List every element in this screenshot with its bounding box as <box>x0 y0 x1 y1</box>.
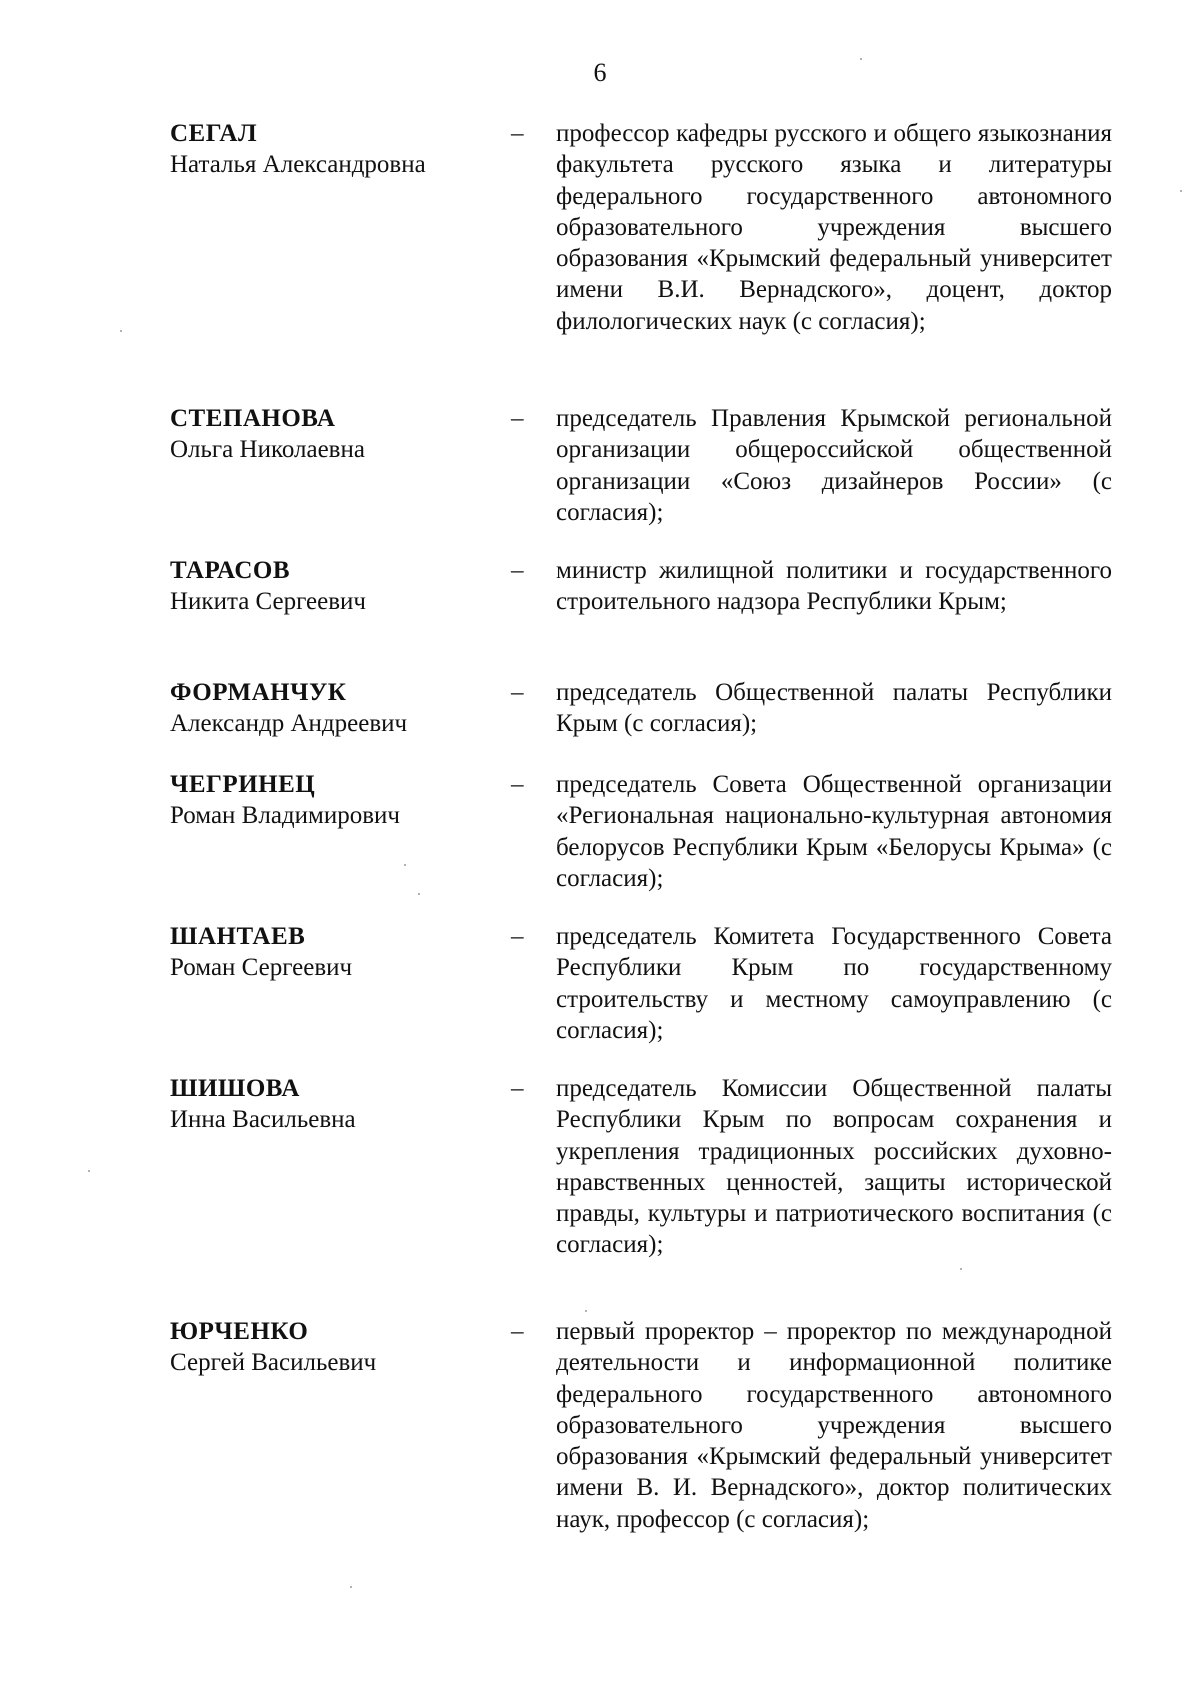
member-given-name: Наталья Александровна <box>170 151 426 178</box>
member-surname: ШИШОВА <box>170 1075 300 1102</box>
member-name-block <box>170 118 500 180</box>
member-given-name: Никита Сергеевич <box>170 588 366 615</box>
member-surname: СЕГАЛ <box>170 120 258 147</box>
entry-dash: – <box>511 771 524 798</box>
member-name-block <box>170 1073 500 1135</box>
member-description: председатель Общественной палаты Республики Крым (с согласия); <box>556 679 1112 738</box>
member-surname: СТЕПАНОВА <box>170 405 336 432</box>
entry-dash: – <box>511 120 524 147</box>
scan-speck <box>88 1170 90 1172</box>
member-surname: ФОРМАНЧУК <box>170 679 347 706</box>
member-given-name: Инна Васильевна <box>170 1106 356 1133</box>
entry-dash: – <box>511 557 524 584</box>
member-name-block <box>170 921 500 983</box>
member-description: министр жилищной политики и государственного строительного надзора Республики Крым; <box>556 557 1112 616</box>
member-description: председатель Правления Крымской региональной организации общероссийской общественной организации «Союз дизайнеров России» (с согласия); <box>556 405 1112 526</box>
scan-speck <box>860 58 862 60</box>
member-name-block <box>170 769 500 831</box>
scan-speck <box>404 864 406 866</box>
member-name-block <box>170 1316 500 1378</box>
member-surname: ТАРАСОВ <box>170 557 291 584</box>
entry-dash: – <box>511 1075 524 1102</box>
member-description: первый проректор – проректор по международной деятельности и информационной политике федерального государственного автономного образовательного учреждения высшего образования «Крымский федеральный университет имени В. И. Вернадского», доктор политических наук, профессор (с согласия); <box>556 1318 1112 1533</box>
entry-dash: – <box>511 405 524 432</box>
member-surname: ШАНТАЕВ <box>170 923 306 950</box>
member-description: профессор кафедры русского и общего языкознания факультета русского языка и литературы федерального государственного автономного образовательного учреждения высшего образования «Крымский федеральный университет имени В.И. Вернадского», доцент, доктор филологических наук (с согласия); <box>556 120 1112 335</box>
member-description: председатель Комитета Государственного Совета Республики Крым по государственному строительству и местному самоуправлению (с согласия); <box>556 923 1112 1044</box>
scan-speck <box>418 893 420 895</box>
entry-dash: – <box>511 679 524 706</box>
entry-dash: – <box>511 1318 524 1345</box>
entry-dash: – <box>511 923 524 950</box>
member-name-block <box>170 677 500 739</box>
scan-speck <box>960 1268 962 1270</box>
member-given-name: Ольга Николаевна <box>170 436 365 463</box>
member-name-block <box>170 555 500 617</box>
member-given-name: Роман Владимирович <box>170 802 400 829</box>
scan-speck <box>350 1586 352 1588</box>
scan-speck <box>585 1310 587 1312</box>
member-surname: ЧЕГРИНЕЦ <box>170 771 316 798</box>
member-name-block <box>170 403 500 465</box>
member-description: председатель Совета Общественной организации «Региональная национально-культурная автономия белорусов Республики Крым «Белорусы Крыма» (с согласия); <box>556 771 1112 892</box>
member-given-name: Сергей Васильевич <box>170 1349 377 1376</box>
member-surname: ЮРЧЕНКО <box>170 1318 309 1345</box>
member-given-name: Александр Андреевич <box>170 710 408 737</box>
scan-speck <box>120 330 122 332</box>
member-description: председатель Комиссии Общественной палаты Республики Крым по вопросам сохранения и укрепления традиционных российских духовно-нравственных ценностей, защиты исторической правды, культуры и патриотического воспитания (с согласия); <box>556 1075 1112 1259</box>
scan-speck <box>1180 190 1182 192</box>
page-number: 6 <box>593 58 607 87</box>
member-given-name: Роман Сергеевич <box>170 954 353 981</box>
